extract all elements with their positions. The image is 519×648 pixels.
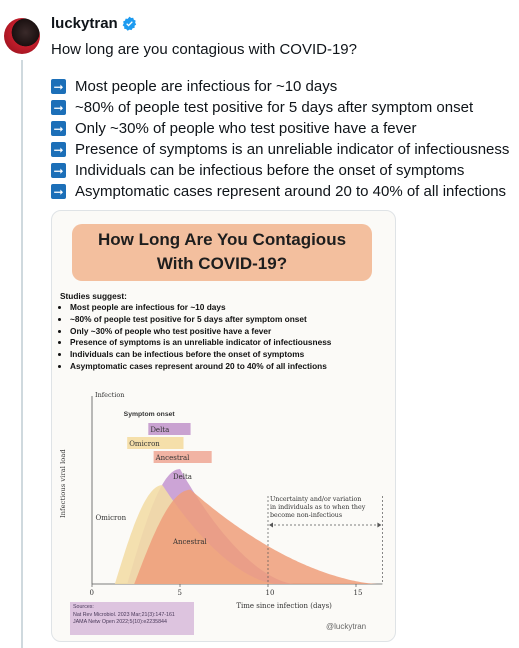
right-arrow-icon: ➞ [51, 121, 66, 136]
symptom-onset-label-omicron: Omicron [129, 440, 160, 448]
list-item [51, 160, 509, 181]
y-axis-title: Infection [95, 391, 125, 399]
credit-handle: @luckytran [326, 622, 367, 631]
tweet-question: How long are you contagious with COVID-19? [51, 41, 357, 58]
title-line-2: With COVID-19? [156, 254, 288, 273]
right-arrow-icon: ➞ [51, 142, 66, 157]
list-item [51, 181, 509, 202]
title-line-1: How Long Are You Contagious [97, 230, 347, 249]
verified-badge-icon [122, 16, 137, 31]
study-item: • Presence of symptoms is an unreliable indicator of infectiousness [70, 337, 331, 349]
y-axis-label: Infectious viral load [59, 449, 67, 518]
x-tick-label: 5 [177, 589, 182, 597]
series-label-ancestral: Ancestral [172, 538, 207, 546]
x-axis-label: Time since infection (days) [236, 602, 332, 610]
username[interactable] [51, 15, 137, 32]
x-tick-label: 15 [353, 589, 363, 597]
infographic-image[interactable] [51, 210, 396, 642]
right-arrow-icon: ➞ [51, 100, 66, 115]
right-arrow-icon: ➞ [51, 79, 66, 94]
uncertainty-arrowhead-left [269, 523, 273, 528]
series-label-omicron: Omicron [95, 514, 127, 522]
study-item: • Asymptomatic cases represent around 20 to 40% of all infections [70, 361, 331, 373]
source-1: Nat Rev Microbiol. 2023 Mar;21(3):147-161 [73, 611, 175, 618]
username-text[interactable]: luckytran [51, 15, 118, 32]
viral-load-chart [52, 211, 395, 641]
study-item: • Only ~30% of people who test positive have a fever [70, 326, 331, 338]
symptom-onset-label-delta: Delta [150, 426, 170, 434]
right-arrow-icon: ➞ [51, 163, 66, 178]
studies-heading: Studies suggest: [60, 291, 127, 301]
symptom-onset-label-ancestral: Ancestral [155, 454, 190, 462]
thread-line [21, 60, 23, 648]
study-item: • Individuals can be infectious before the onset of symptoms [70, 349, 331, 361]
point-text: Presence of symptoms is an unreliable indicator of infectiousness [75, 141, 510, 158]
point-text: Most people are infectious for ~10 days [75, 78, 338, 95]
point-text: ~80% of people test positive for 5 days after symptom onset [75, 99, 474, 116]
list-item [51, 97, 509, 118]
uncertainty-annotation-line: in individuals as to when they [270, 504, 366, 511]
sources-title: Sources: [73, 604, 94, 610]
series-label-delta: Delta [172, 473, 192, 482]
x-tick-label: 0 [89, 589, 94, 597]
point-text: Asymptomatic cases represent around 20 to 40% of all infections [75, 183, 507, 200]
tweet-points-list [51, 76, 509, 202]
list-item [51, 139, 509, 160]
point-text: Individuals can be infectious before the onset of symptoms [75, 162, 465, 179]
sources-box [70, 602, 194, 635]
point-text: Only ~30% of people who test positive have a fever [75, 120, 417, 137]
uncertainty-arrowhead-right [377, 523, 381, 528]
uncertainty-annotation-line: Uncertainty and/or variation [270, 496, 362, 503]
list-item [51, 76, 509, 97]
x-tick-label: 10 [265, 589, 275, 597]
study-item: • ~80% of people test positive for 5 days after symptom onset [70, 314, 331, 326]
avatar[interactable] [4, 18, 40, 54]
right-arrow-icon: ➞ [51, 184, 66, 199]
list-item [51, 118, 509, 139]
symptom-onset-title: Symptom onset [123, 411, 175, 418]
uncertainty-annotation-line: become non-infectious [270, 512, 343, 519]
study-item: • Most people are infectious for ~10 days [70, 302, 331, 314]
source-2: JAMA Netw Open 2022;5(10):e2235844 [73, 619, 167, 625]
